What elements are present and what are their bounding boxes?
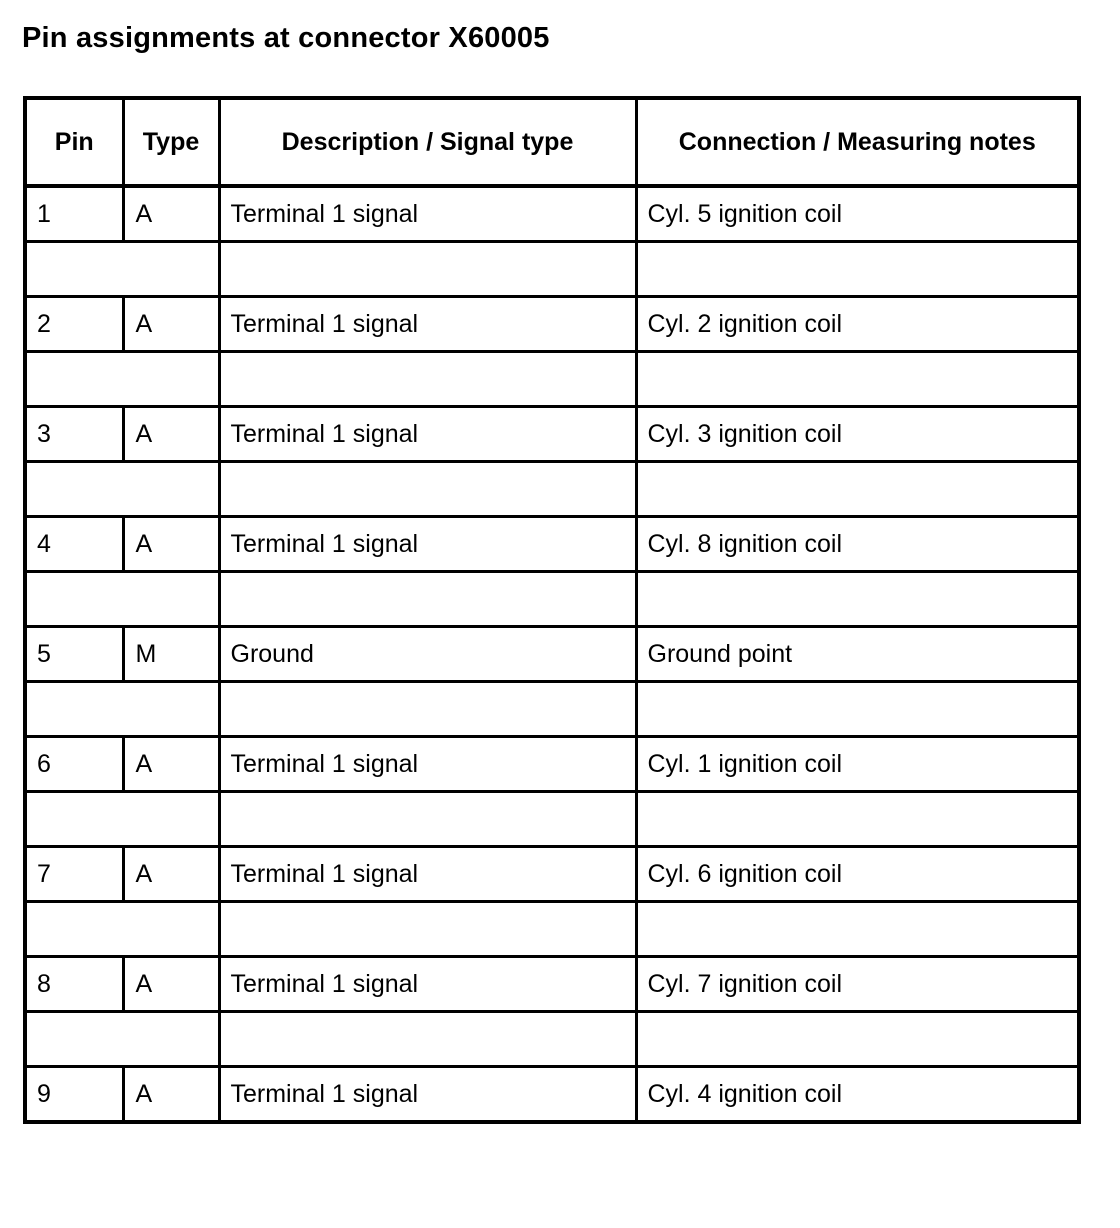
spacer-cell [636,352,1079,407]
table-row [25,186,1079,242]
pin-cell: 7 [25,847,123,902]
page-title: Pin assignments at connector X60005 [22,22,550,54]
spacer-cell [25,792,219,847]
spacer-cell [25,902,219,957]
spacer-cell [25,352,219,407]
description-cell: Ground [219,627,636,682]
connection-cell: Cyl. 8 ignition coil [636,517,1079,572]
type-cell: A [123,407,219,462]
spacer-cell [219,242,636,297]
connection-cell: Cyl. 1 ignition coil [636,737,1079,792]
spacer-cell [219,462,636,517]
pin-cell: 6 [25,737,123,792]
header-pin: Pin [25,98,123,186]
spacer-cell [25,572,219,627]
header-description: Description / Signal type [219,98,636,186]
connection-cell: Cyl. 3 ignition coil [636,407,1079,462]
spacer-cell [25,682,219,737]
spacer-cell [219,1012,636,1067]
description-cell: Terminal 1 signal [219,407,636,462]
spacer-cell [25,242,219,297]
type-cell: A [123,957,219,1012]
spacer-cell [636,1012,1079,1067]
spacer-cell [25,462,219,517]
spacer-cell [636,902,1079,957]
type-cell: M [123,627,219,682]
description-cell: Terminal 1 signal [219,737,636,792]
type-cell: A [123,517,219,572]
spacer-row [25,1012,1079,1067]
table-row [25,517,1079,572]
table-row [25,297,1079,352]
connection-cell: Cyl. 7 ignition coil [636,957,1079,1012]
spacer-cell [636,682,1079,737]
table-row [25,957,1079,1012]
spacer-cell [25,1012,219,1067]
header-connection: Connection / Measuring notes [636,98,1079,186]
spacer-row [25,462,1079,517]
spacer-row [25,902,1079,957]
table-row [25,407,1079,462]
spacer-row [25,682,1079,737]
spacer-row [25,352,1079,407]
pin-cell: 3 [25,407,123,462]
description-cell: Terminal 1 signal [219,957,636,1012]
spacer-row [25,792,1079,847]
type-cell: A [123,847,219,902]
table-row [25,737,1079,792]
connection-cell: Cyl. 6 ignition coil [636,847,1079,902]
description-cell: Terminal 1 signal [219,847,636,902]
pin-cell: 4 [25,517,123,572]
pin-cell: 2 [25,297,123,352]
type-cell: A [123,1067,219,1123]
spacer-cell [219,792,636,847]
description-cell: Terminal 1 signal [219,1067,636,1123]
description-cell: Terminal 1 signal [219,517,636,572]
spacer-row [25,572,1079,627]
type-cell: A [123,737,219,792]
spacer-row [25,242,1079,297]
description-cell: Terminal 1 signal [219,186,636,242]
pin-cell: 1 [25,186,123,242]
connection-cell: Cyl. 4 ignition coil [636,1067,1079,1123]
table-row [25,627,1079,682]
type-cell: A [123,186,219,242]
pin-assignment-table [23,96,1081,1124]
pin-cell: 5 [25,627,123,682]
connection-cell: Cyl. 2 ignition coil [636,297,1079,352]
spacer-cell [636,792,1079,847]
spacer-cell [636,462,1079,517]
table-row [25,847,1079,902]
pin-cell: 8 [25,957,123,1012]
table-header-row [25,98,1079,186]
spacer-cell [219,572,636,627]
spacer-cell [636,572,1079,627]
spacer-cell [219,352,636,407]
description-cell: Terminal 1 signal [219,297,636,352]
type-cell: A [123,297,219,352]
table-row [25,1067,1079,1123]
connection-cell: Cyl. 5 ignition coil [636,186,1079,242]
pin-cell: 9 [25,1067,123,1123]
spacer-cell [219,682,636,737]
header-type: Type [123,98,219,186]
spacer-cell [636,242,1079,297]
spacer-cell [219,902,636,957]
connection-cell: Ground point [636,627,1079,682]
